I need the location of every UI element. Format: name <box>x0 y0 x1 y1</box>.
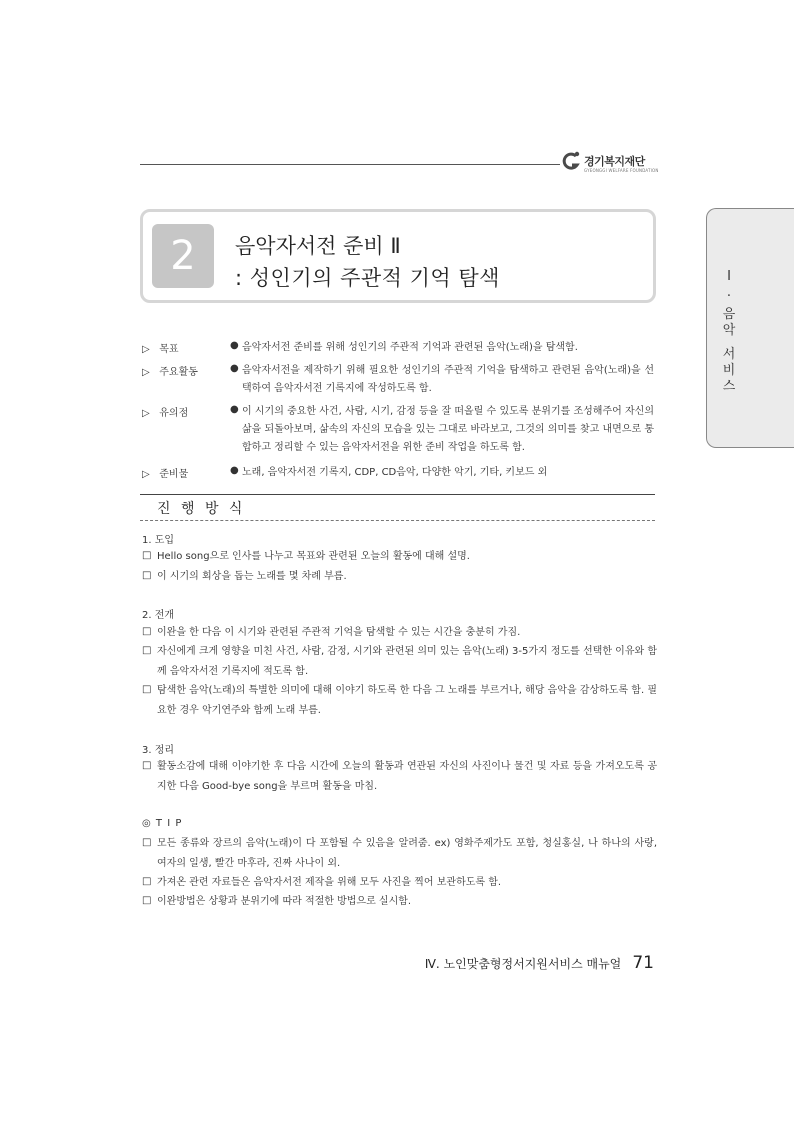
tip-item-text: 이완방법은 상황과 분위기에 따라 적절한 방법으로 실시함. <box>157 896 412 907</box>
info-key-label: 목표 <box>159 344 179 355</box>
session-subtitle: : 성인기의 주관적 기억 탐색 <box>235 266 500 290</box>
side-char: 스 <box>722 379 736 394</box>
info-value: 이 시기의 중요한 사건, 사람, 시기, 감정 등을 잘 떠올릴 수 있도록 분위기를 조성해주어 자신의 삶을 되돌아보며, 삶속의 자신의 모습을 있는 그대로 바라보고, 그것의 의미를 찾고 내면으로 통합하고 정리할 수 있는 음악자서전을 위한 준비 작업을 하도록 함. <box>242 406 654 453</box>
list-item-text: 자신에게 크게 영향을 미친 사건, 사람, 감정, 시기와 관련된 의미 있는 음악(노래) 3-5가지 정도를 선택한 이유와 함께 음악자서전 기록지에 적도록 함. <box>157 646 657 677</box>
list-item-text: 이완을 한 다음 이 시기와 관련된 주관적 기억을 탐색할 수 있는 시간을 충분히 가짐. <box>157 627 521 638</box>
tip-item-text: 가져온 관련 자료들은 음악자서전 제작을 위해 모두 사진을 찍어 보관하도록 함. <box>157 877 502 888</box>
triangle-marker-icon: ▷ <box>142 408 150 419</box>
step-title: 1. 도입 <box>142 535 175 546</box>
foundation-logo <box>560 150 660 178</box>
list-item-text: 이 시기의 회상을 돕는 노래를 몇 차례 부름. <box>157 571 347 582</box>
triangle-marker-icon: ▷ <box>142 469 150 480</box>
page-number: 71 <box>632 953 654 973</box>
side-char: 비 <box>722 363 736 378</box>
bullet-icon: ● <box>230 465 239 476</box>
logo-subtitle: GYEONGGI WELFARE FOUNDATION <box>584 168 659 173</box>
bullet-icon: ● <box>230 404 239 415</box>
step-title: 2. 전개 <box>142 610 175 621</box>
checkbox-square-icon: □ <box>142 626 152 637</box>
session-title: 음악자서전 준비 Ⅱ <box>235 234 401 258</box>
chapter-side-tab <box>706 208 794 448</box>
checkbox-square-icon: □ <box>142 837 152 848</box>
info-key-label: 유의점 <box>159 408 189 419</box>
checkbox-square-icon: □ <box>142 760 152 771</box>
tip-heading: ◎ T I P <box>142 818 183 829</box>
info-key <box>142 465 188 480</box>
checkbox-square-icon: □ <box>142 876 152 887</box>
bullet-icon: ● <box>230 363 239 374</box>
side-char: 서 <box>722 347 736 362</box>
section-rule-dashed <box>140 520 655 521</box>
side-char: 음 <box>722 307 736 322</box>
step-title: 3. 정리 <box>142 745 175 756</box>
side-char: Ⅰ <box>727 269 731 284</box>
tip-item-text: 모든 종류와 장르의 음악(노래)이 다 포함될 수 있음을 알려줌. ex) 영화주제가도 포함, 청실홍실, 나 하나의 사랑, 여자의 일생, 빨간 마후라, 진짜 사나이 외. <box>157 838 657 869</box>
checkbox-square-icon: □ <box>142 684 152 695</box>
info-key <box>142 404 188 419</box>
footer-title: Ⅳ. 노인맞춤형정서지원서비스 매뉴얼 <box>424 957 622 971</box>
info-key <box>142 340 179 355</box>
list-item-text: Hello song으로 인사를 나누고 목표와 관련된 오늘의 활동에 대해 설명. <box>157 551 470 562</box>
side-char: . <box>726 285 732 300</box>
logo-name: 경기복지재단 <box>584 155 645 168</box>
section-rule-top <box>140 494 655 495</box>
header-rule <box>140 164 560 165</box>
procedure-heading: 진 행 방 식 <box>157 501 246 517</box>
chapter-side-label <box>721 269 737 395</box>
checkbox-square-icon: □ <box>142 570 152 581</box>
info-value: 음악자서전 준비를 위해 성인기의 주관적 기억과 관련된 음악(노래)을 탐색함. <box>242 342 578 353</box>
list-item-text: 활동소감에 대해 이야기한 후 다음 시간에 오늘의 활동과 연관된 자신의 사진이나 물건 및 자료 등을 가져오도록 공지한 다음 Good-bye song을 부르며 활동을 마침. <box>157 761 657 792</box>
info-value: 음악자서전을 제작하기 위해 필요한 성인기의 주관적 기억을 탐색하고 관련된 음악(노래)을 선택하여 음악자서전 기록지에 작성하도록 함. <box>242 365 654 394</box>
session-title-box <box>140 209 656 303</box>
foundation-logo-icon <box>562 150 580 174</box>
triangle-marker-icon: ▷ <box>142 367 150 378</box>
side-char: 악 <box>722 323 736 338</box>
info-value: 노래, 음악자서전 기록지, CDP, CD음악, 다양한 악기, 기타, 키보드 외 <box>242 467 548 478</box>
session-number: 2 <box>152 224 214 288</box>
info-key-label: 준비물 <box>159 469 189 480</box>
info-key-label: 주요활동 <box>159 367 198 378</box>
triangle-marker-icon: ▷ <box>142 344 150 355</box>
checkbox-square-icon: □ <box>142 550 152 561</box>
info-key <box>142 363 198 378</box>
checkbox-square-icon: □ <box>142 645 152 656</box>
page-footer <box>425 953 654 973</box>
bullet-icon: ● <box>230 340 239 351</box>
list-item-text: 탐색한 음악(노래)의 특별한 의미에 대해 이야기 하도록 한 다음 그 노래를 부르거나, 해당 음악을 감상하도록 함. 필요한 경우 악기연주와 함께 노래 부름. <box>157 685 657 716</box>
checkbox-square-icon: □ <box>142 895 152 906</box>
